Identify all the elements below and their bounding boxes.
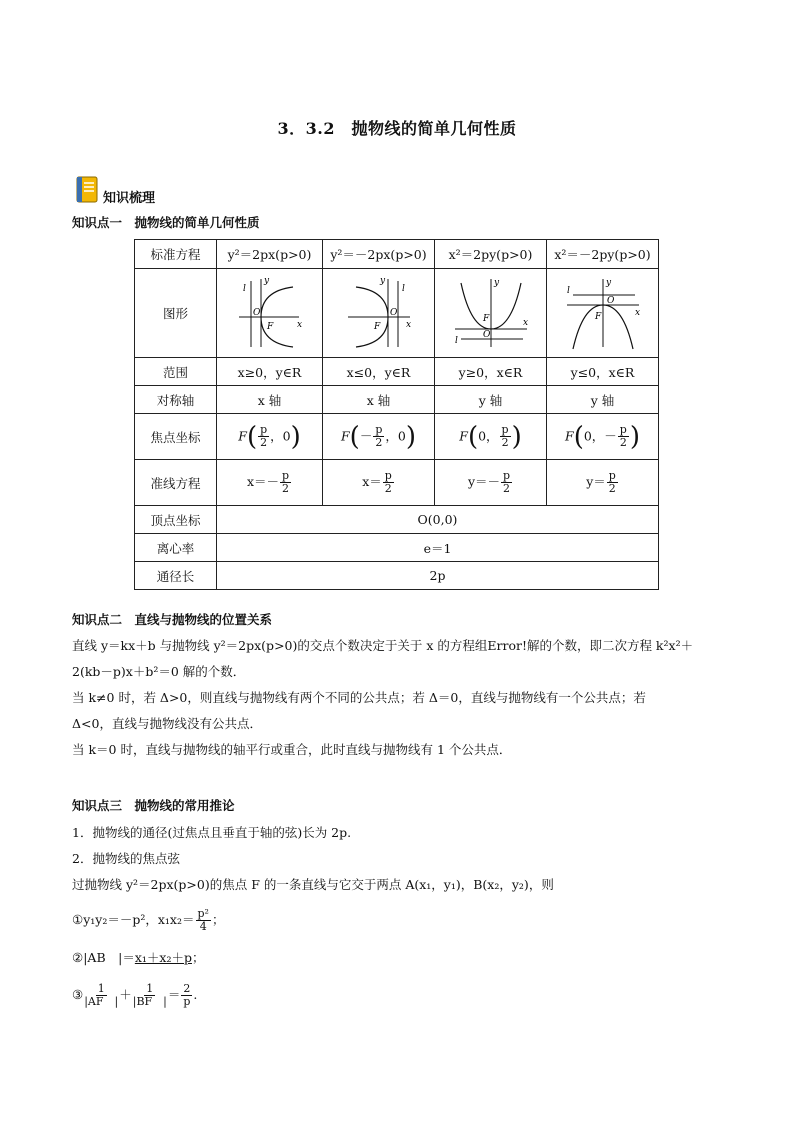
paragraph-line: Δ<0，直线与抛物线没有公共点． <box>72 716 262 731</box>
row-label: 离心率 <box>135 534 217 562</box>
properties-table <box>134 239 659 590</box>
paragraph-line: 直线 y＝kx＋b 与抛物线 y²＝2px(p>0)的交点个数决定于关于 x 的方程组Error!解的个数，即二次方程 k²x²＋ <box>72 638 694 653</box>
table-row <box>135 269 659 358</box>
parabola-up-graph <box>451 273 531 351</box>
graph-cell <box>217 269 323 358</box>
axis-cell: y 轴 <box>435 386 547 414</box>
row-label: 图形 <box>135 269 217 358</box>
directrix-cell: y＝ $\frac{p}{2}$ <box>547 460 659 506</box>
row-label: 对称轴 <box>135 386 217 414</box>
svg-text:l: l <box>454 335 458 346</box>
svg-text:l: l <box>401 283 405 294</box>
paragraph-line: 1．抛物线的通径(过焦点且垂直于轴的弦)长为 2p. <box>72 825 352 840</box>
table-row <box>135 562 659 590</box>
parabola-right-graph <box>235 273 305 351</box>
range-cell: y≤0，x∈R <box>547 358 659 386</box>
svg-text:F: F <box>482 313 489 324</box>
vertex-cell: O(0,0) <box>217 506 659 534</box>
row-label: 通径长 <box>135 562 217 590</box>
svg-text:F: F <box>373 321 380 332</box>
row-label: 范围 <box>135 358 217 386</box>
graph-cell <box>547 269 659 358</box>
svg-text:F: F <box>266 321 273 332</box>
axis-cell: x 轴 <box>217 386 323 414</box>
focus-cell: F(0，－ $\frac{p}{2}$ ) <box>547 414 659 460</box>
section-badge <box>75 176 155 204</box>
svg-text:l: l <box>242 283 246 294</box>
svg-text:F: F <box>594 311 601 322</box>
row-label: 焦点坐标 <box>135 414 217 460</box>
book-icon <box>75 176 99 204</box>
svg-text:O: O <box>606 295 614 306</box>
row-label: 顶点坐标 <box>135 506 217 534</box>
paragraph-line: 过抛物线 y²＝2px(p>0)的焦点 F 的一条直线与它交于两点 A(x₁，y₁)，B(x₂，y₂)，则 <box>72 877 554 892</box>
svg-text:O: O <box>482 329 490 340</box>
table-row <box>135 506 659 534</box>
section2-title: 知识点二 直线与抛物线的位置关系 <box>72 612 273 627</box>
table-row <box>135 460 659 506</box>
svg-text:y: y <box>493 277 499 288</box>
focus-cell: F(－ $\frac{p}{2}$ ，0) <box>323 414 435 460</box>
equation-cell: x²＝－2py(p>0) <box>547 240 659 269</box>
section3-body <box>72 820 732 898</box>
formula-1: ①y₁y₂＝－p²，x₁x₂＝ $\frac{\text{p²}}{4}$ ； <box>72 907 225 933</box>
svg-text:x: x <box>634 307 640 318</box>
section3-title: 知识点三 抛物线的常用推论 <box>72 798 235 813</box>
axis-cell: x 轴 <box>323 386 435 414</box>
svg-text:x: x <box>522 317 528 328</box>
paragraph-line: 当 k≠0 时，若 Δ>0，则直线与抛物线有两个不同的公共点；若 Δ＝0，直线与抛物线有一个公共点；若 <box>72 690 646 705</box>
directrix-cell: x＝ $\frac{p}{2}$ <box>323 460 435 506</box>
svg-text:x: x <box>296 319 302 330</box>
svg-text:O: O <box>389 307 397 318</box>
graph-cell <box>435 269 547 358</box>
range-cell: x≤0，y∈R <box>323 358 435 386</box>
directrix-cell: x＝－ $\frac{p}{2}$ <box>217 460 323 506</box>
latus-cell: 2p <box>217 562 659 590</box>
graph-cell <box>323 269 435 358</box>
parabola-down-graph <box>563 273 643 351</box>
focus-cell: F(0， $\frac{p}{2}$ ) <box>435 414 547 460</box>
svg-text:y: y <box>605 277 611 288</box>
formula-3: ③ $\frac{1}{|AF |}$ ＋ $\frac{1}{|BF |}$ ＝ $\frac{2}{p}$ . <box>72 982 198 1008</box>
range-cell: y≥0，x∈R <box>435 358 547 386</box>
axis-cell: y 轴 <box>547 386 659 414</box>
equation-cell: y²＝－2px(p>0) <box>323 240 435 269</box>
svg-text:y: y <box>379 275 385 286</box>
paragraph-line: 2．抛物线的焦点弦 <box>72 851 180 866</box>
formula-2: ②|AB |＝x₁＋x₂＋p； <box>72 950 205 965</box>
row-label: 标准方程 <box>135 240 217 269</box>
svg-text:O: O <box>252 307 260 318</box>
badge-label: 知识梳理 <box>103 191 156 206</box>
table-row <box>135 414 659 460</box>
paragraph-line: 2(kb－p)x＋b²＝0 解的个数． <box>72 664 246 679</box>
svg-text:y: y <box>263 275 269 286</box>
page-title: 3．3.2 抛物线的简单几何性质 <box>277 119 517 138</box>
table-row <box>135 358 659 386</box>
section2-body <box>72 633 732 763</box>
range-cell: x≥0，y∈R <box>217 358 323 386</box>
equation-cell: y²＝2px(p>0) <box>217 240 323 269</box>
focus-cell: F( $\frac{p}{2}$ ，0) <box>217 414 323 460</box>
svg-text:l: l <box>566 285 570 296</box>
section1-title: 知识点一 抛物线的简单几何性质 <box>72 215 260 230</box>
table-row <box>135 240 659 269</box>
row-label: 准线方程 <box>135 460 217 506</box>
eccentricity-cell: e＝1 <box>217 534 659 562</box>
paragraph-line: 当 k＝0 时，直线与抛物线的轴平行或重合，此时直线与抛物线有 1 个公共点． <box>72 742 512 757</box>
table-row <box>135 534 659 562</box>
table-row <box>135 386 659 414</box>
equation-cell: x²＝2py(p>0) <box>435 240 547 269</box>
svg-text:x: x <box>405 319 411 330</box>
parabola-left-graph <box>344 273 414 351</box>
directrix-cell: y＝－ $\frac{p}{2}$ <box>435 460 547 506</box>
